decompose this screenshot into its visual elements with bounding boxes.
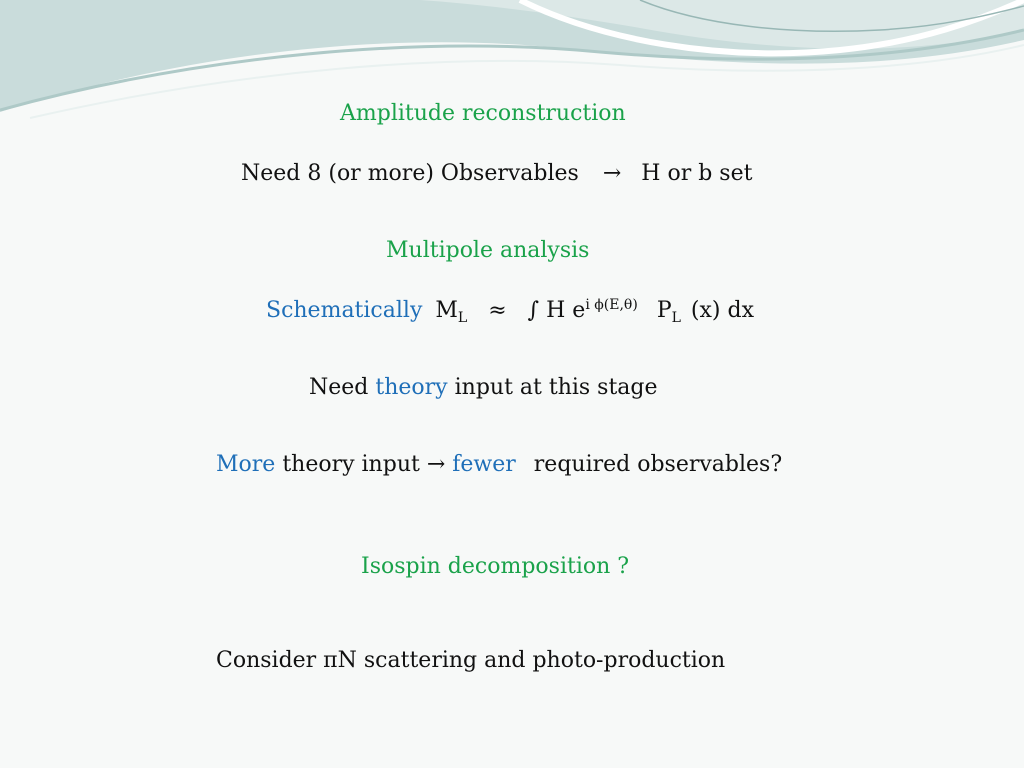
approx-symbol: ≈ (488, 298, 507, 323)
observables-text: Need 8 (or more) Observables (241, 161, 579, 186)
theory-post: input at this stage (454, 375, 658, 400)
more-mid: theory input → (282, 452, 446, 477)
formula-p-subscript: L (671, 310, 681, 326)
integral-symbol: ∫ (527, 298, 540, 323)
right-arrow-icon: → (602, 161, 622, 186)
observables-result: H or b set (641, 161, 753, 186)
formula-tail: (x) dx (690, 298, 754, 323)
formula-p: P (656, 298, 672, 323)
formula-h-e: H e (546, 298, 586, 323)
formula-exponent: i ϕ(E,θ) (585, 297, 638, 313)
theory-highlight: theory (375, 375, 448, 400)
schematically-label: Schematically (266, 298, 423, 323)
consider-line: Consider πN scattering and photo-production (216, 648, 726, 673)
schematic-formula (266, 298, 754, 324)
theory-pre: Need (309, 375, 369, 400)
formula-m: M (435, 298, 458, 323)
more-highlight: More (216, 452, 276, 477)
amplitude-heading: Amplitude reconstruction (340, 101, 626, 126)
more-post: required observables? (533, 452, 783, 477)
formula-m-subscript: L (457, 310, 468, 326)
fewer-highlight: fewer (452, 452, 516, 477)
observables-line (241, 161, 752, 187)
more-theory-line (216, 452, 782, 478)
multipole-heading: Multipole analysis (386, 238, 590, 263)
isospin-heading: Isospin decomposition ? (361, 554, 630, 579)
theory-line (309, 375, 658, 401)
